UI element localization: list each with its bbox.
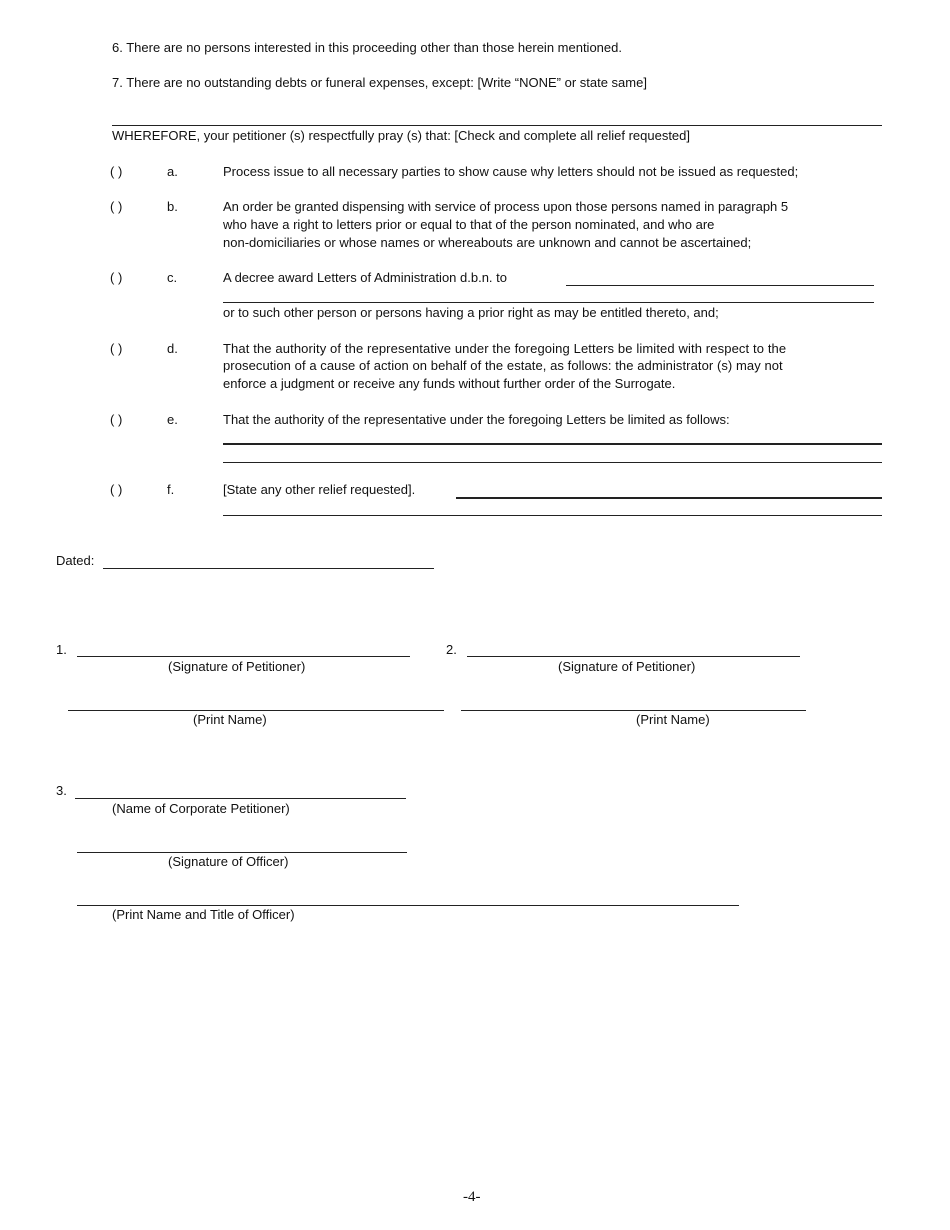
checkbox-d[interactable]: ( ) (110, 341, 123, 356)
checkbox-c[interactable]: ( ) (110, 270, 123, 285)
officer-print-name-line[interactable] (77, 905, 739, 906)
petitioner-1-print-name-caption: (Print Name) (193, 712, 267, 727)
relief-text-d-line1: That the authority of the representative under the foregoing Letters be limited with respect to the (223, 341, 787, 356)
other-relief-blank-2[interactable] (223, 515, 882, 516)
petitioner-1-signature-caption: (Signature of Petitioner) (168, 659, 306, 674)
relief-text-d-line2: prosecution of a cause of action on behalf of the estate, as follows: the administrator (s) may not (223, 358, 783, 373)
petitioner-2-print-name-line[interactable] (461, 710, 806, 711)
relief-text-b-line3: non-domiciliaries or whose names or whereabouts are unknown and cannot be ascertained; (223, 235, 752, 250)
petitioner-1-print-name-line[interactable] (68, 710, 444, 711)
corporate-petitioner-name-caption: (Name of Corporate Petitioner) (112, 801, 290, 816)
checkbox-e[interactable]: ( ) (110, 412, 123, 427)
relief-letter-e: e. (167, 412, 178, 427)
limitation-blank-2[interactable] (223, 462, 882, 463)
relief-letter-d: d. (167, 341, 178, 356)
relief-text-b-line2: who have a right to letters prior or equal to that of the person nominated, and who are (223, 217, 715, 232)
item-7-text: 7. There are no outstanding debts or funeral expenses, except: [Write “NONE” or state same] (112, 75, 647, 90)
relief-letter-a: a. (167, 164, 178, 179)
corporate-petitioner-name-line[interactable] (75, 798, 406, 799)
checkbox-b[interactable]: ( ) (110, 199, 123, 214)
officer-signature-caption: (Signature of Officer) (168, 854, 289, 869)
administration-to-blank-2[interactable] (223, 302, 874, 303)
relief-text-a: Process issue to all necessary parties to show cause why letters should not be issued as requested; (223, 164, 799, 179)
petitioner-2-number: 2. (446, 642, 457, 657)
checkbox-a[interactable]: ( ) (110, 164, 123, 179)
checkbox-f[interactable]: ( ) (110, 482, 123, 497)
relief-text-b-line1: An order be granted dispensing with service of process upon those persons named in paragraph 5 (223, 199, 789, 214)
relief-text-d-line3: enforce a judgment or receive any funds without further order of the Surrogate. (223, 376, 676, 391)
petitioner-1-signature-line[interactable] (77, 656, 410, 657)
wherefore-clause: WHEREFORE, your petitioner (s) respectfully pray (s) that: [Check and complete all relief requested] (112, 128, 690, 143)
administration-to-blank[interactable] (566, 285, 874, 286)
relief-letter-f: f. (167, 482, 175, 497)
relief-letter-c: c. (167, 270, 178, 285)
petitioner-1-number: 1. (56, 642, 67, 657)
dated-blank[interactable] (103, 568, 434, 569)
petitioner-2-signature-caption: (Signature of Petitioner) (558, 659, 696, 674)
petitioner-2-signature-line[interactable] (467, 656, 800, 657)
relief-text-e: That the authority of the representative under the foregoing Letters be limited as follows: (223, 412, 730, 427)
petitioner-2-print-name-caption: (Print Name) (636, 712, 710, 727)
officer-print-name-caption: (Print Name and Title of Officer) (112, 907, 295, 922)
limitation-blank-1[interactable] (223, 443, 882, 445)
relief-text-c: A decree award Letters of Administration d.b.n. to (223, 270, 507, 285)
petitioner-3-number: 3. (56, 783, 67, 798)
relief-letter-b: b. (167, 199, 178, 214)
item-6-text: 6. There are no persons interested in this proceeding other than those herein mentioned. (112, 40, 622, 55)
page-number: -4- (463, 1189, 481, 1205)
officer-signature-line[interactable] (77, 852, 407, 853)
debts-blank-line[interactable] (112, 125, 882, 126)
relief-text-c-continuation: or to such other person or persons having a prior right as may be entitled thereto, and; (223, 305, 719, 320)
other-relief-blank-1[interactable] (456, 497, 882, 499)
dated-label: Dated: (56, 553, 95, 568)
relief-text-f: [State any other relief requested]. (223, 482, 416, 497)
